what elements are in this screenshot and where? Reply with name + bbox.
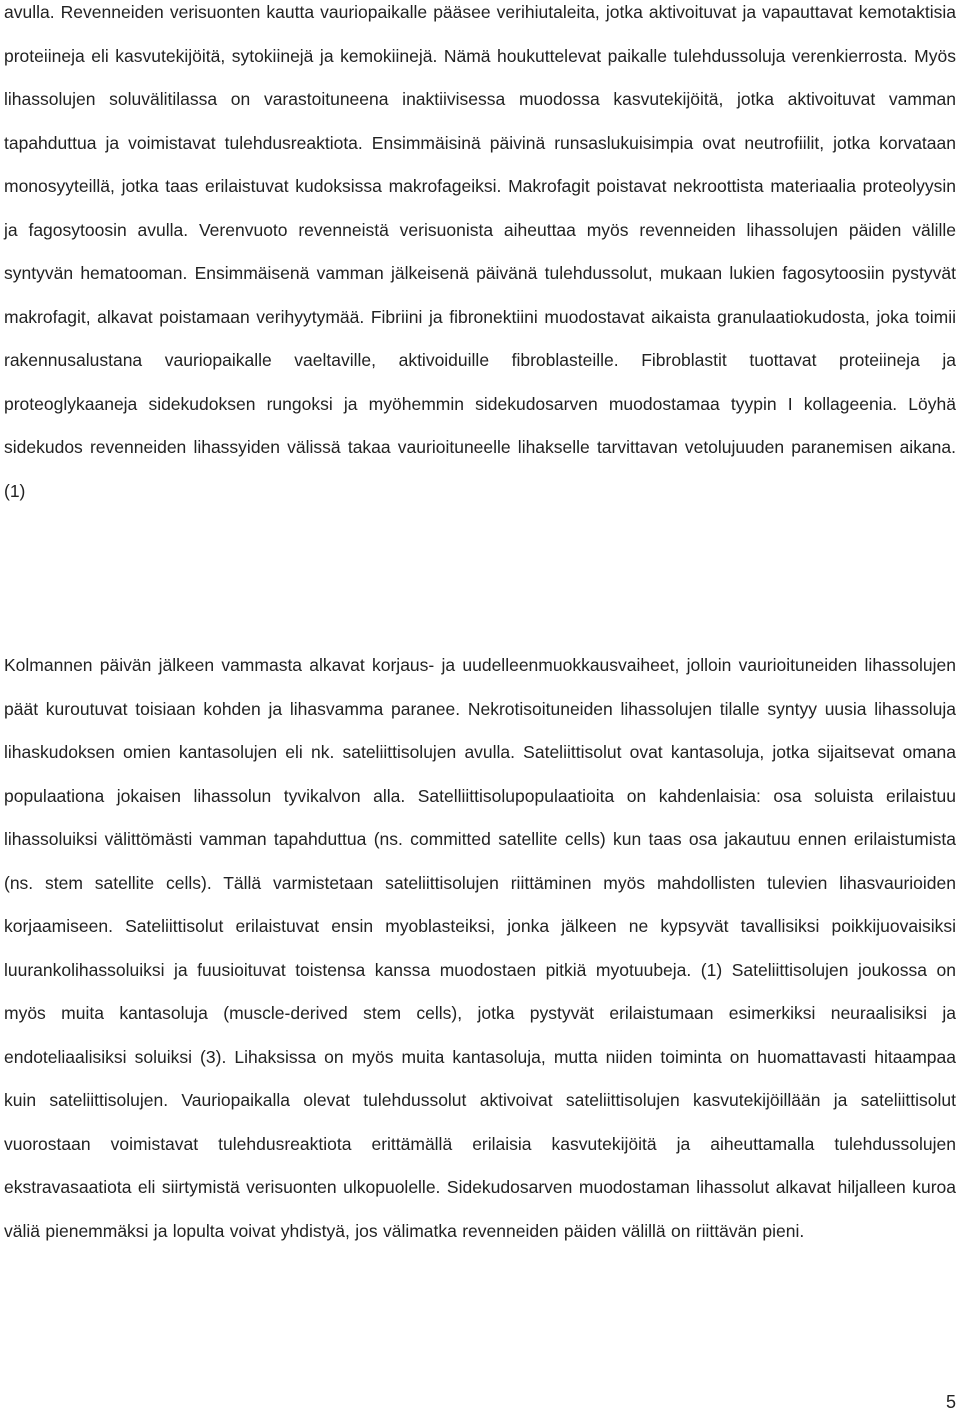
body-paragraph-2: Kolmannen päivän jälkeen vammasta alkavat korjaus- ja uudelleenmuokkausvaiheet, jolloin vaurioituneiden lihassolujen päät kuroutuvat toisiaan kohden ja lihasvamma paranee. Nekrotisoituneiden lihassolujen tilalle syntyy uusia lihassoluja lihaskudoksen omien kantasolujen eli nk. sateliittisolujen avulla. Sateliittisolut ovat kantasoluja, jotka sijaitsevat omana populaationa jokaisen lihassolun tyvikalvon alla. Satelliittisolupopulaatioita on kahdenlaisia: osa soluista erilaistuu lihassoluiksi välittömästi vamman tapahduttua (ns. committed satellite cells) kun taas osa jakautuu ennen erilaistumista (ns. stem satellite cells). Tällä varmistetaan sateliittisolujen riittäminen myös mahdollisten tulevien lihasvaurioiden korjaamiseen. Sateliittisolut erilaistuvat ensin myoblasteiksi, jonka jälkeen ne kypsyvät tavallisiksi poikkijuovaisiksi luurankolihassoluiksi ja fuusioituvat toistensa kanssa muodostaen pitkiä myotuubeja. (1) Sateliittisolujen joukossa on myös muita kantasoluja (muscle-derived stem cells), jotka pystyvät erilaistumaan esimerkiksi neuraalisiksi ja endoteliaalisiksi soluiksi (3). Lihaksissa on myös muita kantasoluja, mutta niiden toiminta on huomattavasti hitaampaa kuin sateliittisolujen. Vauriopaikalla olevat tulehdussolut aktivoivat sateliittisolujen kasvutekijöillään ja sateliittisolut vuorostaan voimistavat tulehdusreaktiota erittämällä erilaisia kasvutekijöitä ja aiheuttamalla tulehdussolujen ekstravasaatiota eli siirtymistä verisuonten ulkopuolelle. Sidekudosarven muodostaman lihassolut alkavat hiljalleen kuroa väliä pienemmäksi ja lopulta voivat yhdistyä, jos välimatka revenneiden päiden välillä on riittävän pieni.: [4, 655, 956, 1241]
page-number: 5: [945, 1392, 956, 1412]
body-paragraph-1: avulla. Revenneiden verisuonten kautta vauriopaikalle pääsee verihiutaleita, jotka aktivoituvat ja vapauttavat kemotaktisia proteiineja eli kasvutekijöitä, sytokiinejä ja kemokiinejä. Nämä houkuttelevat paikalle tulehdussoluja verenkierrosta. Myös lihassolujen soluvälitilassa on varastoituneena inaktiivisessa muodossa kasvutekijöitä, jotka aktivoituvat vamman tapahduttua ja voimistavat tulehdusreaktiota. Ensimmäisinä päivinä runsaslukuisimpia ovat neutrofiilit, jotka korvataan monosyyteillä, jotka taas erilaistuvat kudoksissa makrofageiksi. Makrofagit poistavat nekroottista materiaalia proteolyysin ja fagosytoosin avulla. Verenvuoto revenneistä verisuonista aiheuttaa myös revenneiden lihassolujen päiden välille syntyvän hematooman. Ensimmäisenä vamman jälkeisenä päivänä tulehdussolut, mukaan lukien fagosytoosiin pystyvät makrofagit, alkavat poistamaan verihyytymää. Fibriini ja fibronektiini muodostavat aikaista granulaatiokudosta, joka toimii rakennusalustana vauriopaikalle vaeltaville, aktivoiduille fibroblasteille. Fibroblastit tuottavat proteiineja ja proteoglykaaneja sidekudoksen rungoksi ja myöhemmin sidekudosarven muodostamaa tyypin I kollageenia. Löyhä sidekudos revenneiden lihassyiden välissä takaa vaurioituneelle lihakselle tarvittavan vetolujuuden paranemisen aikana. (1): [4, 2, 956, 501]
